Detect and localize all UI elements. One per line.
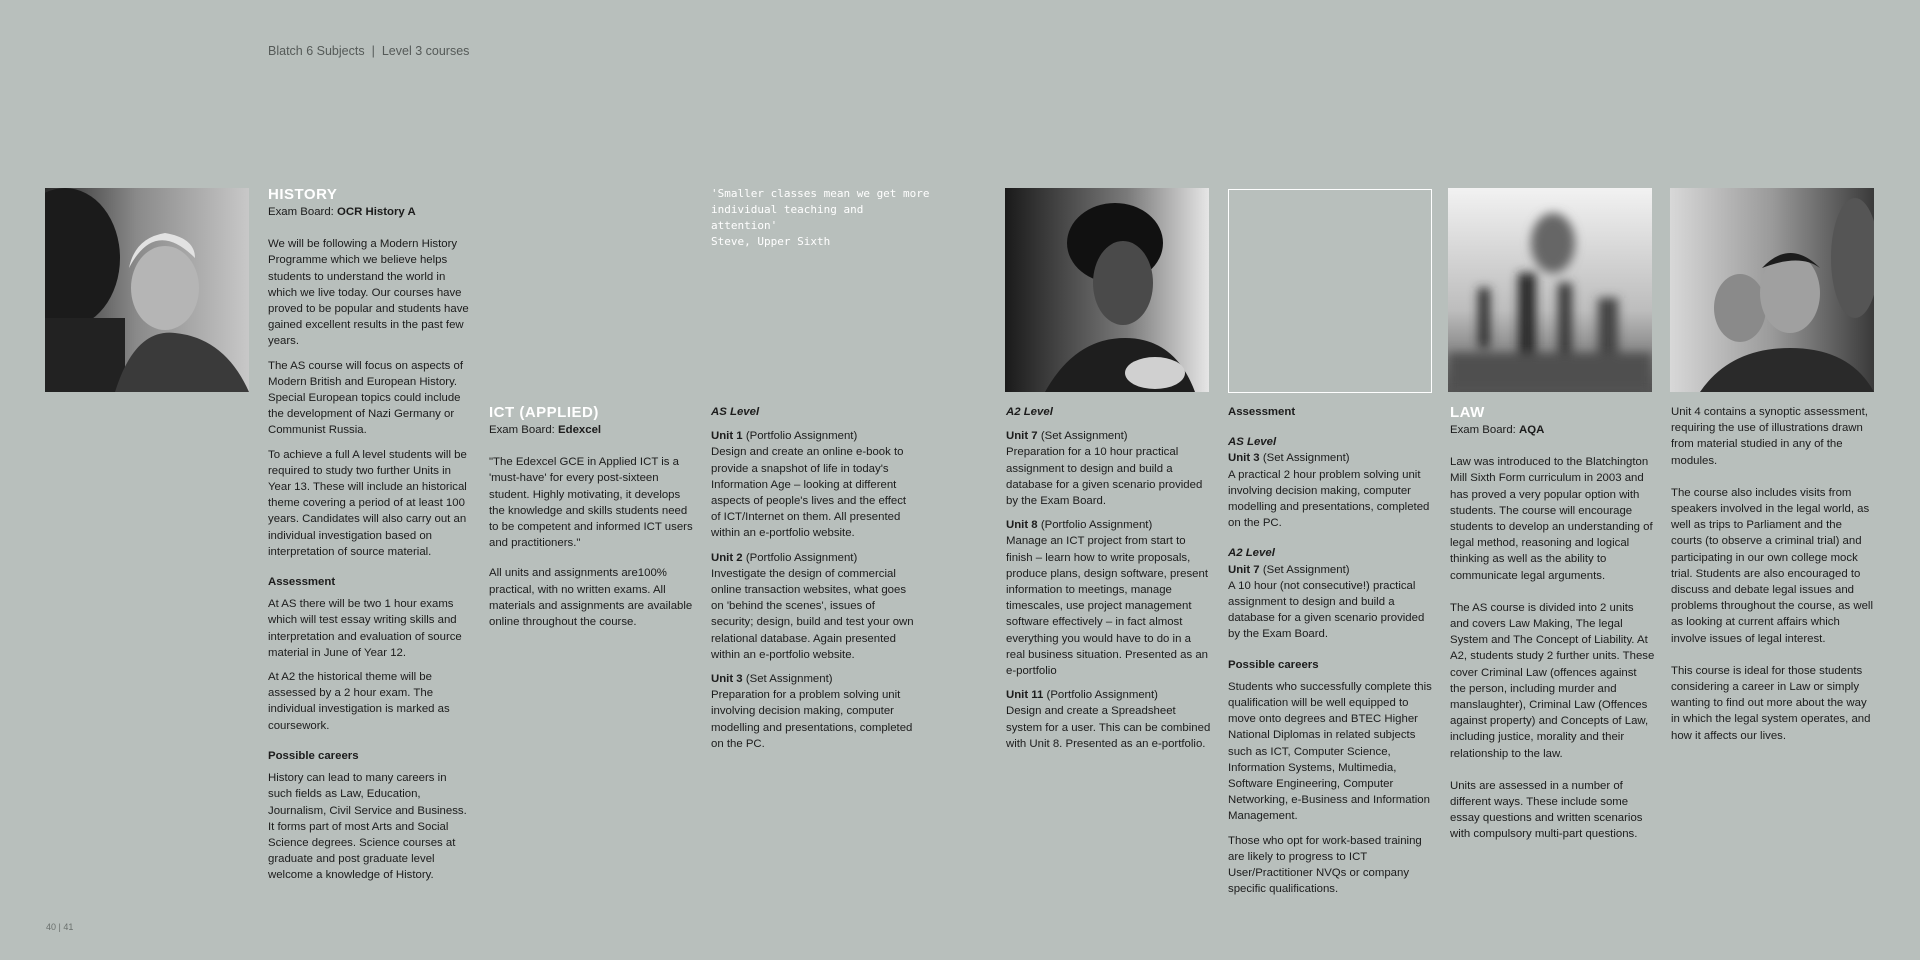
- law-column: [1450, 404, 1655, 851]
- running-header: [268, 44, 469, 58]
- header-section: Blatch 6 Subjects: [268, 44, 365, 58]
- unit-block: Unit 1 (Portfolio Assignment) Design and create an online e-book to provide a snapshot of life in today's Information Age – looking at different aspects of people's lives and the effect of ICT/Internet on them. All presented within an e-portfolio website.: [711, 430, 907, 540]
- a2-level-heading: A2 Level: [1006, 406, 1053, 418]
- quote-author: Steve, Upper Sixth: [711, 235, 831, 248]
- history-column: [268, 186, 473, 892]
- unit-block: Unit 7 (Set Assignment) Preparation for a 10 hour practical assignment to design and build a database for a given scenario provided by the Exam Board.: [1006, 430, 1203, 508]
- ict-paragraph: "The Edexcel GCE in Applied ICT is a 'must-have' for every post-sixteen student. Highly motivating, it develops the knowledge and skills students need to be competent and informed ICT users and practitioners.": [489, 456, 693, 550]
- ict-title: ICT (APPLIED): [489, 404, 599, 421]
- law-title: LAW: [1450, 404, 1485, 421]
- student-ict-photo: [1005, 188, 1209, 392]
- unit-block: Unit 3 (Set Assignment) A practical 2 hour problem solving unit involving decision making, computer modelling and presentations, completed on the PC.: [1228, 452, 1430, 530]
- header-subsection: Level 3 courses: [381, 44, 470, 58]
- ict-a2-heading: A2 Level: [1228, 547, 1275, 560]
- law-exam-board: Exam Board: AQA: [1450, 424, 1545, 436]
- ict-careers-text: Those who opt for work-based training are likely to progress to ICT User/Practitioner NVQs or company specific qualifications.: [1228, 834, 1422, 896]
- law-cont-paragraph: This course is ideal for those students considering a career in Law or simply wanting to find out more about the way in which the legal system operates, and how it affects our lives.: [1671, 664, 1871, 742]
- students-history-photo: [45, 188, 249, 392]
- unit-block: Unit 2 (Portfolio Assignment) Investigate the design of commercial online transaction websites, what goes on 'behind the scenes', issues of security; design, build and test your own relational database. Again presented within an e-portfolio website.: [711, 551, 914, 661]
- ict-exam-board: Exam Board: Edexcel: [489, 424, 602, 436]
- history-careers-text: History can lead to many careers in such fields as Law, Education, Journalism, Civil Service and Business. It forms part of most Arts and Social Science degrees. Science courses at graduate and post graduate level welcome a knowledge of History.: [268, 772, 467, 882]
- quote-text: 'Smaller classes mean we get more individual teaching and attention': [711, 187, 930, 232]
- unit-block: Unit 8 (Portfolio Assignment) Manage an ICT project from start to finish – learn how to write proposals, produce plans, design software, present information to meetings, manage timescales, use project management software effectively – in fact almost everything you would have to do in a real business situation. Presented as an e-portfolio: [1006, 519, 1208, 678]
- student-quote: [711, 186, 931, 250]
- history-assessment-heading: Assessment: [268, 576, 336, 589]
- law-paragraph: Units are assessed in a number of different ways. These include some essay questions and written scenarios with compulsory multi-part questions.: [1450, 779, 1643, 841]
- history-assessment-text: At AS there will be two 1 hour exams which will test essay writing skills and interpretation and evaluation of source material in June of Year 12.: [268, 598, 462, 659]
- unit-block: Unit 7 (Set Assignment) A 10 hour (not consecutive!) practical assignment to design and build a database for a given scenario provided by the Exam Board.: [1228, 563, 1425, 641]
- header-separator: |: [371, 44, 375, 58]
- history-paragraph: To achieve a full A level students will be required to study two further Units in Year 13. These will include an historical theme covering a period of at least 100 years. Candidates will also carry out an individual investigation based on interpretation of source material.: [268, 448, 467, 558]
- ict-column: [489, 404, 694, 638]
- unit-block: Unit 11 (Portfolio Assignment) Design and create a Spreadsheet system for a user. This can be combined with Unit 8. Presented as an e-portfolio.: [1006, 689, 1211, 750]
- as-level-heading: AS Level: [711, 406, 760, 418]
- history-assessment-text: At A2 the historical theme will be assessed by a 2 hour exam. The individual investigation is marked as coursework.: [268, 671, 450, 732]
- law-continued-column: [1671, 404, 1876, 752]
- history-paragraph: The AS course will focus on aspects of Modern British and European History. Special European topics could include the development of Nazi Germany or Communist Russia.: [268, 359, 464, 437]
- history-careers-heading: Possible careers: [268, 749, 359, 762]
- ict-careers-heading: Possible careers: [1228, 658, 1319, 671]
- law-paragraph: Law was introduced to the Blatchington Mill Sixth Form curriculum in 2003 and has proved a very popular option with students. The course will encourage students to develop an understanding of legal method, reasoning and logical thinking as well as the ability to communicate legal arguments.: [1450, 456, 1653, 582]
- history-paragraph: We will be following a Modern History Programme which we believe helps students to understand the world in which we live today. Our courses have proved to be popular and students have gained excellent results in the past few years.: [268, 238, 469, 348]
- as-level-column: [711, 404, 916, 760]
- students-law-photo: [1670, 188, 1874, 392]
- law-paragraph: The AS course is divided into 2 units and covers Law Making, The legal System and The Concept of Liability. At A2, students study 2 further units. These cover Criminal Law (offences against the person, including murder and manslaughter), Criminal Law (Offences against property) and Concepts of Law, including justice, morality and their relationship to the law.: [1450, 601, 1655, 760]
- unit-block: Unit 3 (Set Assignment) Preparation for a problem solving unit involving decision making, computer modelling and presentations, completed on the PC.: [711, 673, 913, 750]
- law-cont-paragraph: The course also includes visits from speakers involved in the legal world, as well as trips to Parliament and the courts (to observe a criminal trial) and participating in our own college mock trial. Students are also encouraged to discuss and debate legal issues and problems throughout the course, as well as looking at current affairs which involve issues of legal interest.: [1671, 486, 1873, 645]
- page-numbers: 40 | 41: [46, 922, 74, 932]
- ict-assessment-column: [1228, 404, 1433, 905]
- history-exam-board: Exam Board: OCR History A: [268, 206, 416, 218]
- ict-paragraph: All units and assignments are100% practical, with no written exams. All materials and assignments are available online throughout the course.: [489, 567, 693, 629]
- a2-level-column: [1006, 404, 1211, 760]
- history-title: HISTORY: [268, 186, 338, 203]
- law-cont-paragraph: Unit 4 contains a synoptic assessment, requiring the use of illustrations drawn from material studied in any of the modules.: [1671, 406, 1868, 467]
- blurred-law-photo: [1448, 188, 1652, 392]
- empty-image-frame: [1228, 189, 1432, 393]
- ict-assessment-heading: Assessment: [1228, 406, 1296, 418]
- ict-as-heading: AS Level: [1228, 436, 1277, 449]
- ict-careers-text: Students who successfully complete this qualification will be well equipped to move onto degrees and BTEC Higher National Diplomas in related subjects such as ICT, Computer Science, Information Systems, Multimedia, Software Engineering, Computer Networking, e-Business and Information Management.: [1228, 680, 1432, 823]
